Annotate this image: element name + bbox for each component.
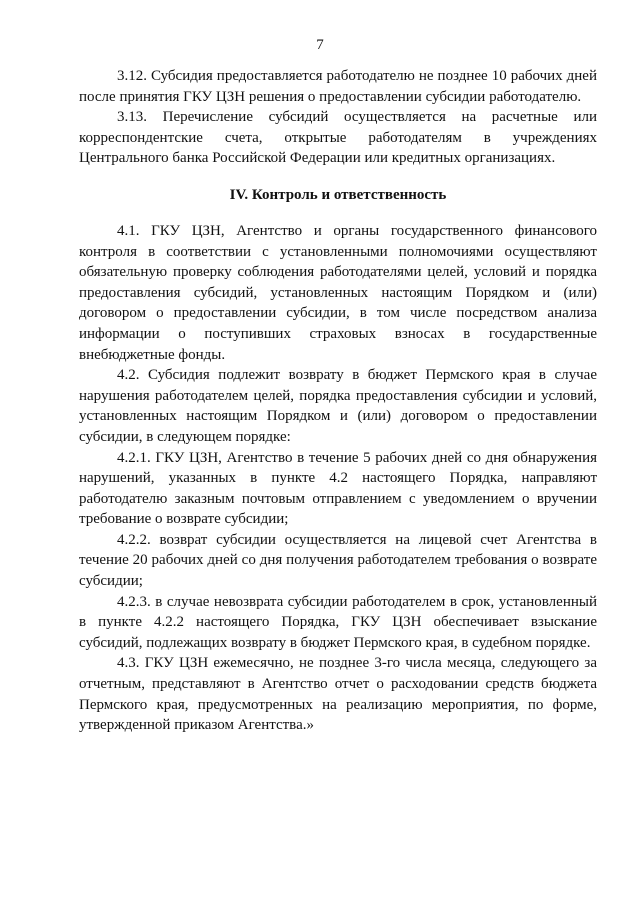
paragraph-4-3: 4.3. ГКУ ЦЗН ежемесячно, не позднее 3-го числа месяца, следующего за отчетным, представляют в Агентство отчет о расходовании средств бюджета Пермского края, предусмотренных на реализацию мероприятия, по форме, утвержденной приказом Агентства.» xyxy=(79,655,597,734)
paragraph-4-2-1: 4.2.1. ГКУ ЦЗН, Агентство в течение 5 рабочих дней со дня обнаружения нарушений, указанных в пункте 4.2 настоящего Порядка, направляют работодателю заказным почтовым отправлением с уведомлением о вручении требование о возврате субсидии; xyxy=(79,449,597,528)
paragraph-3-12: 3.12. Субсидия предоставляется работодателю не позднее 10 рабочих дней после принятия ГКУ ЦЗН решения о предоставлении субсидии работодателю. xyxy=(79,68,597,105)
paragraph-4-1: 4.1. ГКУ ЦЗН, Агентство и органы государственного финансового контроля в соответствии с установленными полномочиями осуществляют обязательную проверку соблюдения работодателями целей, условий и порядка предоставления субсидий, установленных настоящим Порядком и (или) договором о предоставлении субсидии, в том числе посредством анализа информации о поступивших страховых взносах в государственные внебюджетные фонды. xyxy=(79,222,597,363)
page-number: 7 xyxy=(316,37,324,53)
paragraph-4-2-2: 4.2.2. возврат субсидии осуществляется на лицевой счет Агентства в течение 20 рабочих дней со дня получения работодателем требования о возврате субсидии; xyxy=(79,531,597,590)
paragraph-4-2: 4.2. Субсидия подлежит возврату в бюджет Пермского края в случае нарушения работодателем целей, порядка предоставления субсидии и условий, установленных настоящим Порядком и (или) договором о предоставлении субсидии, в следующем порядке: xyxy=(79,367,597,445)
document-body xyxy=(79,66,597,736)
paragraph-4-2-3: 4.2.3. в случае невозврата субсидии работодателем в срок, установленный в пункте 4.2.2 настоящего Порядка, ГКУ ЦЗН обеспечивает взыскание субсидий, подлежащих возврату в бюджет Пермского края, в судебном порядке. xyxy=(79,593,597,651)
section-heading: IV. Контроль и ответственность xyxy=(229,186,447,203)
paragraph-3-13: 3.13. Перечисление субсидий осуществляется на расчетные или корреспондентские счета, открытые работодателям в учреждениях Центрального банка Российской Федерации или кредитных организациях. xyxy=(79,109,597,167)
